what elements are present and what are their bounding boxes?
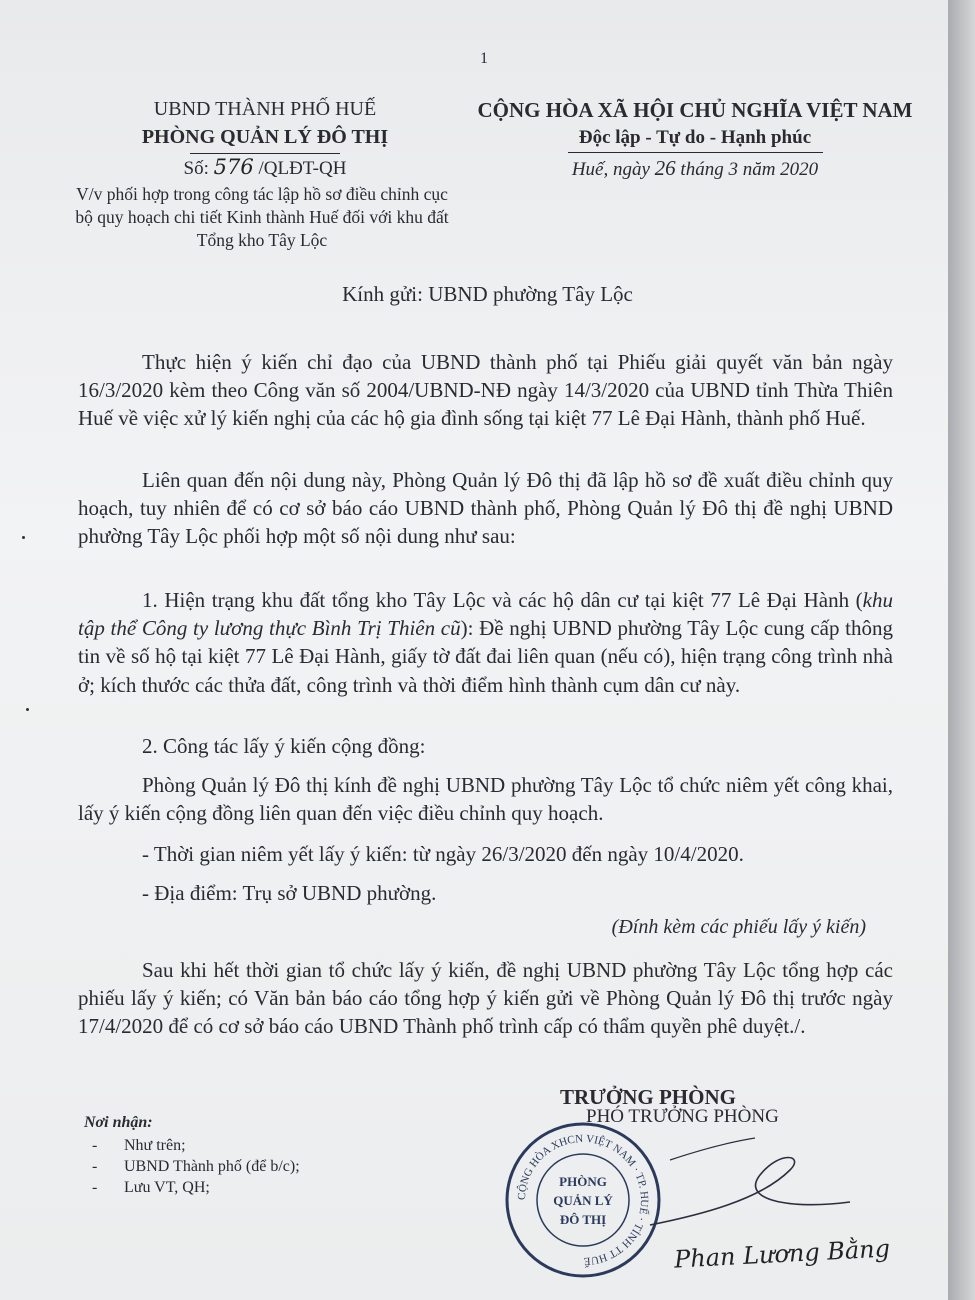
stamp-center-line-2: QUẢN LÝ [553,1193,613,1208]
paragraph-3-text [78,586,893,699]
recipients-item-dash: - [92,1179,98,1196]
paragraph-1 [78,348,893,433]
signature-deputy-title: PHÓ TRƯỞNG PHÒNG [586,1106,779,1127]
recipients-item-dash: - [92,1158,98,1175]
paragraph-2 [78,466,893,551]
recipients-item-text: Như trên; [124,1137,186,1154]
document-number-prefix: Số: [183,158,209,179]
paragraph-8 [78,956,893,1041]
attachment-note: (Đính kèm các phiếu lấy ý kiến) [611,916,866,938]
paragraph-3-italic: khu tập thể Công ty lương thực Bình Trị Thiên cũ [78,588,893,641]
date-day-handwritten: 26 [654,156,676,180]
national-motto: Độc lập - Tự do - Hạnh phúc [578,127,812,148]
recipients-item [92,1135,300,1156]
paragraph-6-text: - Thời gian niêm yết lấy ý kiến: từ ngày 26/3/2020 đến ngày 10/4/2020. [142,842,744,866]
paragraph-4-text: 2. Công tác lấy ý kiến cộng đồng: [142,734,426,758]
recipients-item-dash: - [92,1137,98,1154]
signer-name: Phan Lương Bằng [673,1234,891,1274]
paragraph-5 [78,771,893,827]
document-number-handwritten: 576 [213,155,254,179]
signature-title: TRƯỞNG PHÒNG [560,1085,736,1109]
official-stamp [503,1120,663,1280]
page-number: 1 [480,50,488,67]
document-subject: V/v phối hợp trong công tác lập hồ sơ điều chỉnh cục bộ quy hoạch chi tiết Kinh thành Huế đối với khu đất Tổng kho Tây Lộc [75,184,449,250]
recipients-list [92,1135,300,1198]
stamp-center-line-3: ĐÔ THỊ [559,1212,607,1227]
stamp-center-line-1: PHÒNG [559,1174,607,1189]
paragraph-8-text: Sau khi hết thời gian tổ chức lấy ý kiến, đề nghị UBND phường Tây Lộc tổng hợp các phiếu lấy ý kiến; có Văn bản báo cáo tổng hợp ý kiến gửi về Phòng Quản lý Đô thị trước ngày 17/4/2020 để có cơ sở báo cáo UBND Thành phố trình cấp có thẩm quyền phê duyệt./. [78,958,893,1039]
paragraph-5-text: Phòng Quản lý Đô thị kính đề nghị UBND phường Tây Lộc tổ chức niêm yết công khai, lấy ý kiến cộng đồng liên quan đến việc điều chỉnh quy hoạch. [78,773,893,826]
paragraph-3-part-b: ): Đề nghị UBND phường Tây Lộc cung cấp thông tin về số hộ tại kiệt 77 Lê Đại Hành, giấy tờ đất đai liên quan (nếu có), hiện trạng công trình nhà ở; kích thước các thửa đất, công trình và thời điểm hình thành cụm dân cư này. [78,616,893,697]
document-number [60,155,470,180]
recipients-item-text: UBND Thành phố (để b/c); [124,1158,300,1175]
paper-speck [26,708,29,711]
date-suffix: tháng 3 năm 2020 [680,159,819,180]
paragraph-4 [78,732,893,760]
handwritten-signature [640,1130,860,1230]
document-number-suffix: /QLĐT-QH [258,158,347,179]
issuing-department: PHÒNG QUẢN LÝ ĐÔ THỊ [141,126,389,148]
recipient-line: Kính gửi: UBND phường Tây Lộc [342,282,633,306]
document-date [470,156,920,181]
paragraph-3-part-a: 1. Hiện trạng khu đất tổng kho Tây Lộc và các hộ dân cư tại kiệt 77 Lê Đại Hành ( [142,588,863,612]
paragraph-7 [78,879,893,907]
paragraph-1-text: Thực hiện ý kiến chỉ đạo của UBND thành phố tại Phiếu giải quyết văn bản ngày 16/3/2020 kèm theo Công văn số 2004/UBND-NĐ ngày 14/3/2020 của UBND tỉnh Thừa Thiên Huế về việc xử lý kiến nghị của các hộ gia đình sống tại kiệt 77 Lê Đại Hành, thành phố Huế. [78,350,893,431]
recipients-item [92,1177,300,1198]
paper-speck [22,536,25,539]
date-prefix: Huế, ngày [571,159,650,180]
paragraph-6 [78,840,893,868]
national-title: CỘNG HÒA XÃ HỘI CHỦ NGHĨA VIỆT NAM [477,98,913,122]
stamp-ring-text: CỘNG HÒA XHCN VIỆT NAM · TP. HUẾ · TỈNH TT HUẾ [515,1132,651,1268]
paragraph-7-text: - Địa điểm: Trụ sở UBND phường. [142,881,437,905]
paragraph-3 [78,586,893,699]
background-edge [948,0,975,1300]
paragraph-2-text: Liên quan đến nội dung này, Phòng Quản lý Đô thị đã lập hồ sơ đề xuất điều chỉnh quy hoạch, tuy nhiên để có cơ sở báo cáo UBND thành phố, Phòng Quản lý Đô thị đề nghị UBND phường Tây Lộc phối hợp một số nội dung như sau: [78,468,893,549]
recipients-item-text: Lưu VT, QH; [124,1179,210,1196]
motto-underline [568,152,823,153]
recipients-title: Nơi nhận: [84,1114,153,1131]
recipients-item [92,1156,300,1177]
department-underline [190,153,340,154]
issuing-agency: UBND THÀNH PHỐ HUẾ [153,98,377,120]
